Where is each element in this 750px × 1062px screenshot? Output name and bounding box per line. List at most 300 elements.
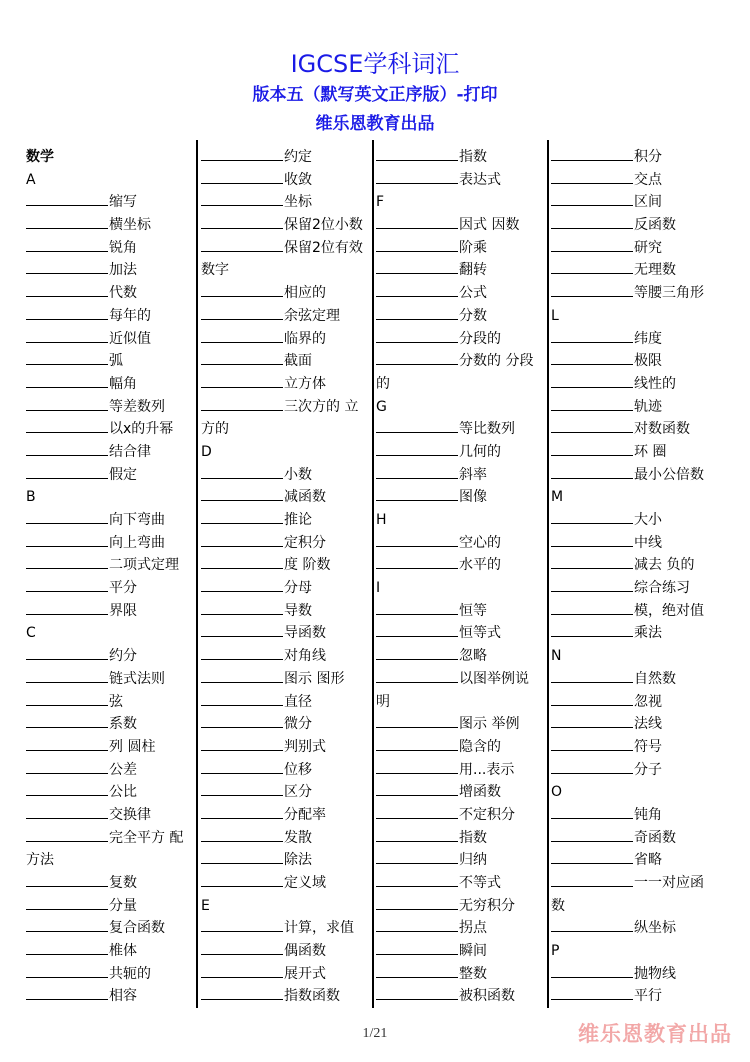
vocab-term: 纵坐标 xyxy=(634,920,676,937)
answer-blank xyxy=(551,464,633,479)
vocab-term: 平分 xyxy=(109,580,137,597)
answer-blank xyxy=(551,668,633,683)
answer-blank xyxy=(376,214,458,229)
vocab-entry xyxy=(201,282,367,305)
vocab-entry xyxy=(201,577,367,600)
answer-blank xyxy=(26,350,108,365)
vocab-entry xyxy=(551,759,717,782)
vocab-entry xyxy=(376,237,542,260)
vocab-term: 指数 xyxy=(459,829,487,846)
vocab-term: 公差 xyxy=(109,761,137,778)
vocab-term: 空心的 xyxy=(459,534,501,551)
answer-blank xyxy=(201,917,283,932)
vocab-term: 收敛 xyxy=(284,171,312,188)
vocab-entry xyxy=(201,532,367,555)
vocab-term: 分数 xyxy=(459,307,487,324)
answer-blank xyxy=(201,169,283,184)
answer-blank xyxy=(201,373,283,388)
vocab-entry xyxy=(26,214,192,237)
letter-heading: P xyxy=(551,943,560,960)
vocab-entry xyxy=(26,237,192,260)
vocab-entry xyxy=(376,645,542,668)
watermark-logo: 维乐恩教育出品 xyxy=(578,1022,732,1046)
vocab-entry xyxy=(551,396,717,419)
answer-blank xyxy=(201,486,283,501)
vocab-term: 假定 xyxy=(109,466,137,483)
vocab-column-4 xyxy=(551,146,717,1008)
answer-blank xyxy=(201,781,283,796)
vocab-term: 以图举例说 xyxy=(459,670,529,687)
vocab-entry xyxy=(201,781,367,804)
vocab-term: 共轭的 xyxy=(109,965,151,982)
vocab-entry xyxy=(551,373,717,396)
vocab-term: 导函数 xyxy=(284,625,326,642)
answer-blank xyxy=(201,214,283,229)
vocab-term: 综合练习 xyxy=(634,580,690,597)
vocab-entry xyxy=(551,350,717,373)
vocab-term: 指数 xyxy=(459,149,487,165)
vocab-term: 隐含的 xyxy=(459,738,501,755)
answer-blank xyxy=(26,600,108,615)
answer-blank xyxy=(551,849,633,864)
vocab-entry xyxy=(551,259,717,282)
vocab-term: 坐标 xyxy=(284,194,312,211)
vocab-term: 分数的 分段 xyxy=(459,353,534,370)
vocab-term: 保留2位有效 xyxy=(284,239,363,256)
answer-blank xyxy=(551,577,633,592)
vocab-entry xyxy=(551,872,717,895)
vocab-term: 截面 xyxy=(284,353,312,370)
vocab-term: 积分 xyxy=(634,149,662,165)
vocab-term: 约定 xyxy=(284,149,312,165)
vocab-term: 无穷积分 xyxy=(459,897,515,914)
answer-blank xyxy=(376,600,458,615)
vocab-entry xyxy=(201,169,367,192)
answer-blank xyxy=(201,940,283,955)
answer-blank xyxy=(201,985,283,1000)
vocab-entry xyxy=(26,259,192,282)
vocab-entry xyxy=(376,985,542,1008)
vocab-term: 区间 xyxy=(634,194,662,211)
vocab-entry xyxy=(201,804,367,827)
vocab-term: 等差数列 xyxy=(109,398,165,415)
vocab-entry xyxy=(201,668,367,691)
vocab-entry xyxy=(26,872,192,895)
vocab-entry xyxy=(26,691,192,714)
vocab-term: 列 圆柱 xyxy=(109,738,156,755)
vocab-term: 法线 xyxy=(634,716,662,733)
vocab-term: 公比 xyxy=(109,784,137,801)
answer-blank xyxy=(551,350,633,365)
vocab-entry xyxy=(551,827,717,850)
vocab-term: 偶函数 xyxy=(284,943,326,960)
vocab-term: 几何的 xyxy=(459,443,501,460)
answer-blank xyxy=(26,713,108,728)
vocab-term: 中线 xyxy=(634,534,662,551)
answer-blank xyxy=(26,259,108,274)
vocab-entry xyxy=(201,827,367,850)
vocab-entry xyxy=(201,486,367,509)
vocab-entry xyxy=(376,169,542,192)
vocab-term: 分母 xyxy=(284,580,312,597)
vocab-term: 等比数列 xyxy=(459,421,515,438)
vocab-term: 环 圈 xyxy=(634,443,667,460)
vocab-term: 奇函数 xyxy=(634,829,676,846)
vocab-entry xyxy=(376,622,542,645)
answer-blank xyxy=(201,804,283,819)
vocab-entry xyxy=(551,237,717,260)
vocab-term: 不等式 xyxy=(459,875,501,891)
vocab-entry xyxy=(201,622,367,645)
vocab-entry xyxy=(201,713,367,736)
vocab-term: 缩写 xyxy=(109,194,137,211)
vocab-entry xyxy=(551,963,717,986)
answer-blank xyxy=(26,895,108,910)
answer-blank xyxy=(201,600,283,615)
vocab-term: 展开式 xyxy=(284,965,326,982)
answer-blank xyxy=(551,214,633,229)
vocab-entry xyxy=(26,600,192,623)
vocab-term: 乘法 xyxy=(634,625,662,642)
vocab-term: 发散 xyxy=(284,829,312,846)
vocab-entry xyxy=(26,191,192,214)
vocab-entry xyxy=(551,713,717,736)
answer-blank xyxy=(201,736,283,751)
vocab-entry xyxy=(26,781,192,804)
answer-blank xyxy=(376,441,458,456)
vocab-entry xyxy=(26,917,192,940)
answer-blank xyxy=(551,418,633,433)
answer-blank xyxy=(551,622,633,637)
vocab-term: 对数函数 xyxy=(634,421,690,438)
vocab-entry xyxy=(26,985,192,1008)
answer-blank xyxy=(376,554,458,569)
vocab-term: 模，绝对值 xyxy=(634,602,704,619)
vocab-term: 位移 xyxy=(284,761,312,778)
vocab-term: 图示 图形 xyxy=(284,670,345,687)
answer-blank xyxy=(551,146,633,161)
vocab-term-continuation: 的 xyxy=(376,375,390,392)
vocab-entry xyxy=(376,441,542,464)
vocab-term: 表达式 xyxy=(459,171,501,188)
answer-blank xyxy=(376,872,458,887)
vocab-entry xyxy=(376,895,542,918)
vocab-entry xyxy=(551,532,717,555)
vocab-term: 弧 xyxy=(109,353,123,370)
vocab-term: 纬度 xyxy=(634,330,662,347)
letter-heading: F xyxy=(376,194,385,211)
vocab-term: 锐角 xyxy=(109,239,137,256)
answer-blank xyxy=(551,509,633,524)
vocab-term: 极限 xyxy=(634,353,662,370)
letter-heading: B xyxy=(26,489,36,506)
vocab-column-2 xyxy=(201,146,367,1008)
answer-blank xyxy=(551,713,633,728)
vocab-entry xyxy=(201,691,367,714)
answer-blank xyxy=(551,691,633,706)
vocab-entry xyxy=(376,305,542,328)
vocab-entry xyxy=(376,963,542,986)
answer-blank xyxy=(26,418,108,433)
vocab-entry xyxy=(26,509,192,532)
answer-blank xyxy=(551,804,633,819)
vocab-term-continuation: 方法 xyxy=(26,852,54,869)
vocab-term: 忽略 xyxy=(459,648,487,665)
answer-blank xyxy=(551,373,633,388)
vocab-term: 推论 xyxy=(284,512,312,528)
answer-blank xyxy=(376,645,458,660)
answer-blank xyxy=(201,509,283,524)
answer-blank xyxy=(201,691,283,706)
vocab-entry xyxy=(26,373,192,396)
vocab-term: 指数函数 xyxy=(284,988,340,1005)
answer-blank xyxy=(376,759,458,774)
vocab-entry xyxy=(26,282,192,305)
vocab-entry xyxy=(551,464,717,487)
vocab-entry xyxy=(201,350,367,373)
answer-blank xyxy=(26,804,108,819)
vocab-entry xyxy=(201,191,367,214)
vocab-entry xyxy=(201,464,367,487)
vocab-term: 反函数 xyxy=(634,217,676,234)
vocab-entry xyxy=(201,849,367,872)
vocab-entry xyxy=(201,736,367,759)
letter-heading: C xyxy=(26,625,36,642)
vocab-term: 链式法则 xyxy=(109,670,165,687)
vocab-term: 等腰三角形 xyxy=(634,285,704,302)
vocab-entry xyxy=(376,759,542,782)
vocab-entry xyxy=(201,237,367,260)
answer-blank xyxy=(201,464,283,479)
vocab-term: 向下弯曲 xyxy=(109,512,165,528)
vocab-entry xyxy=(201,373,367,396)
vocab-entry xyxy=(26,350,192,373)
letter-heading: E xyxy=(201,897,210,914)
vocab-term: 加法 xyxy=(109,262,137,279)
vocab-entry xyxy=(376,418,542,441)
answer-blank xyxy=(376,532,458,547)
vocab-entry xyxy=(551,554,717,577)
answer-blank xyxy=(201,554,283,569)
vocab-entry xyxy=(201,214,367,237)
vocab-term: 约分 xyxy=(109,648,137,665)
answer-blank xyxy=(26,509,108,524)
document-subtitle: 版本五（默写英文正序版）-打印 xyxy=(252,85,498,105)
vocab-entry xyxy=(26,759,192,782)
letter-heading: G xyxy=(376,398,387,415)
vocab-term: 因式 因数 xyxy=(459,217,520,234)
vocab-entry xyxy=(26,554,192,577)
vocab-term: 小数 xyxy=(284,466,312,483)
answer-blank xyxy=(201,963,283,978)
vocab-term: 以x的升幂 xyxy=(109,421,174,438)
vocab-term: 阶乘 xyxy=(459,239,487,256)
vocab-entry xyxy=(551,169,717,192)
answer-blank xyxy=(201,668,283,683)
answer-blank xyxy=(26,554,108,569)
answer-blank xyxy=(26,373,108,388)
vocab-entry xyxy=(551,668,717,691)
answer-blank xyxy=(26,917,108,932)
vocab-term: 相容 xyxy=(109,988,137,1005)
answer-blank xyxy=(26,577,108,592)
answer-blank xyxy=(201,305,283,320)
answer-blank xyxy=(26,532,108,547)
vocab-entry xyxy=(376,827,542,850)
vocab-term: 最小公倍数 xyxy=(634,466,704,483)
answer-blank xyxy=(551,554,633,569)
answer-blank xyxy=(376,713,458,728)
answer-blank xyxy=(26,237,108,252)
answer-blank xyxy=(551,963,633,978)
vocab-entry xyxy=(26,713,192,736)
column-divider xyxy=(547,140,549,1008)
answer-blank xyxy=(376,418,458,433)
answer-blank xyxy=(201,622,283,637)
vocab-entry xyxy=(376,282,542,305)
vocab-entry xyxy=(551,441,717,464)
vocab-term: 用...表示 xyxy=(459,761,515,778)
vocab-entry xyxy=(201,146,367,169)
letter-heading: L xyxy=(551,307,559,324)
answer-blank xyxy=(551,441,633,456)
vocab-entry xyxy=(26,963,192,986)
answer-blank xyxy=(26,691,108,706)
vocab-entry xyxy=(26,645,192,668)
answer-blank xyxy=(551,532,633,547)
answer-blank xyxy=(26,328,108,343)
vocab-entry xyxy=(26,418,192,441)
answer-blank xyxy=(551,827,633,842)
answer-blank xyxy=(376,464,458,479)
vocab-term: 微分 xyxy=(284,716,312,733)
vocab-term: 平行 xyxy=(634,988,662,1005)
vocab-term: 线性的 xyxy=(634,375,676,392)
answer-blank xyxy=(551,736,633,751)
answer-blank xyxy=(376,940,458,955)
vocab-term: 翻转 xyxy=(459,262,487,279)
vocab-entry xyxy=(551,804,717,827)
vocab-term: 分段的 xyxy=(459,330,501,347)
answer-blank xyxy=(201,396,283,411)
answer-blank xyxy=(376,282,458,297)
vocab-entry xyxy=(551,418,717,441)
vocab-term: 抛物线 xyxy=(634,965,676,982)
vocab-term: 拐点 xyxy=(459,920,487,937)
answer-blank xyxy=(26,736,108,751)
vocab-entry xyxy=(551,917,717,940)
answer-blank xyxy=(551,872,633,887)
vocab-entry xyxy=(551,282,717,305)
vocab-term: 不定积分 xyxy=(459,806,515,823)
answer-blank xyxy=(551,759,633,774)
vocab-entry xyxy=(376,804,542,827)
answer-blank xyxy=(376,146,458,161)
vocab-entry xyxy=(201,396,367,419)
answer-blank xyxy=(26,963,108,978)
vocab-term: 相应的 xyxy=(284,285,326,302)
vocab-term: 椎体 xyxy=(109,943,137,960)
vocab-entry xyxy=(26,532,192,555)
vocab-entry xyxy=(376,781,542,804)
vocab-term: 减去 负的 xyxy=(634,557,695,574)
vocab-term: 增函数 xyxy=(459,784,501,801)
vocab-term: 分量 xyxy=(109,897,137,914)
vocab-term: 对角线 xyxy=(284,648,326,665)
answer-blank xyxy=(376,305,458,320)
answer-blank xyxy=(26,191,108,206)
vocab-column-3 xyxy=(376,146,542,1008)
vocab-term: 分配率 xyxy=(284,806,326,823)
vocab-entry xyxy=(376,736,542,759)
vocab-term: 归纳 xyxy=(459,852,487,869)
answer-blank xyxy=(376,781,458,796)
answer-blank xyxy=(201,282,283,297)
answer-blank xyxy=(201,645,283,660)
vocab-term: 定义域 xyxy=(284,875,326,891)
vocab-term: 直径 xyxy=(284,693,312,710)
vocab-entry xyxy=(376,486,542,509)
vocab-term: 幅角 xyxy=(109,375,137,392)
answer-blank xyxy=(26,759,108,774)
vocab-term: 近似值 xyxy=(109,330,151,347)
vocab-term: 系数 xyxy=(109,716,137,733)
vocab-term: 立方体 xyxy=(284,375,326,392)
page-number: 1/21 xyxy=(362,1026,388,1041)
answer-blank xyxy=(26,985,108,1000)
vocab-term: 公式 xyxy=(459,285,487,302)
answer-blank xyxy=(201,759,283,774)
vocab-term: 一一对应函 xyxy=(634,875,704,891)
vocab-term: 水平的 xyxy=(459,557,501,574)
vocab-term: 忽视 xyxy=(634,693,662,710)
document-title: IGCSE学科词汇 xyxy=(290,50,460,78)
vocab-entry xyxy=(376,849,542,872)
vocab-term: 保留2位小数 xyxy=(284,217,363,234)
answer-blank xyxy=(376,486,458,501)
answer-blank xyxy=(551,282,633,297)
vocab-term: 弦 xyxy=(109,693,123,710)
vocab-term-continuation: 方的 xyxy=(201,421,229,438)
vocab-term: 瞬间 xyxy=(459,943,487,960)
vocab-term: 大小 xyxy=(634,512,662,528)
answer-blank xyxy=(376,237,458,252)
vocab-entry xyxy=(376,872,542,895)
answer-blank xyxy=(376,917,458,932)
answer-blank xyxy=(376,259,458,274)
answer-blank xyxy=(551,396,633,411)
vocab-entry xyxy=(26,736,192,759)
vocab-entry xyxy=(376,713,542,736)
vocab-entry xyxy=(201,509,367,532)
vocab-term: 被积函数 xyxy=(459,988,515,1005)
vocab-entry xyxy=(201,917,367,940)
answer-blank xyxy=(26,464,108,479)
vocab-entry xyxy=(26,804,192,827)
vocab-term: 复合函数 xyxy=(109,920,165,937)
vocab-entry xyxy=(551,577,717,600)
vocab-term: 完全平方 配 xyxy=(109,829,184,846)
answer-blank xyxy=(376,622,458,637)
vocab-term: 自然数 xyxy=(634,670,676,687)
vocab-term-continuation: 数 xyxy=(551,897,565,914)
vocab-term: 横坐标 xyxy=(109,217,151,234)
answer-blank xyxy=(551,259,633,274)
letter-heading: N xyxy=(551,648,562,665)
vocab-entry xyxy=(376,668,542,691)
letter-heading: O xyxy=(551,784,563,801)
answer-blank xyxy=(26,668,108,683)
